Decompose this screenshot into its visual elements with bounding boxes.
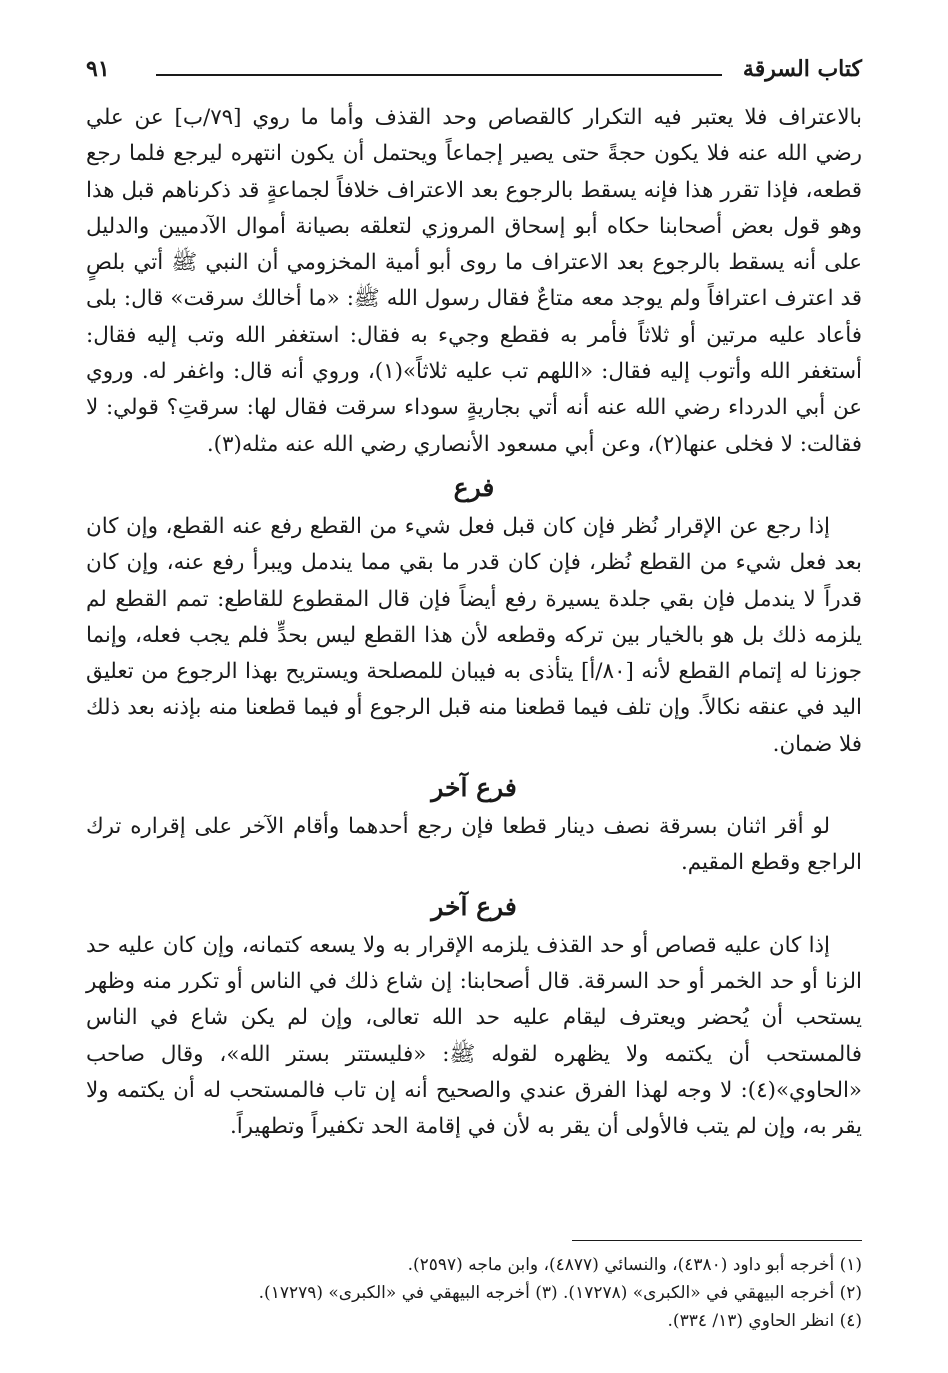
paragraph-1: بالاعتراف فلا يعتبر فيه التكرار كالقصاص وحد القذف وأما ما روي [٧٩/ب] عن علي رضي الله عنه فلا يكون حجةً حتى يصير إجماعاً ويحتمل أن يكون انتهره ليرجع فلما رجع قطعه، فإذا تقرر هذا فإنه يسقط بالرجوع بعد الاعتراف خلافاً لجماعةٍ قد ذكرناهم قبل هذا وهو قول بعض أصحابنا حكاه أبو إسحاق المروزي لتعلقه بصيانة أموال الآدميين والدليل على أنه يسقط بالرجوع بعد الاعتراف ما روى أبو أمية المخزومي أن النبي ﷺ أتي بلصٍ قد اعترف اعترافاً ولم يوجد معه متاعٌ فقال رسول الله ﷺ: «ما أخالك سرقت» قال: بلى فأعاد عليه مرتين أو ثلاثاً فأمر به فقطع وجيء به فقال: استغفر الله وتب إليه فقال: أستغفر الله وأتوب إليه فقال: «اللهم تب عليه ثلاثاً»(١)، وروي أنه قال: واغفر له. وروي عن أبي الدرداء رضي الله عنه أنه أتي بجاريةٍ سوداء سرقت فقال لها: سرقتِ؟ قولي: لا فقالت: لا فخلى عنها(٢)، وعن أبي مسعود الأنصاري رضي الله عنه مثله(٣). <box>86 105 862 457</box>
footnotes <box>86 1240 862 1335</box>
main-text <box>86 100 862 1145</box>
header-rule <box>156 74 722 76</box>
paragraph-4: إذا كان عليه قصاص أو حد القذف يلزمه الإقرار به ولا يسعه كتمانه، وإن كان عليه حد الزنا أو حد الخمر أو حد السرقة. قال أصحابنا: إن شاع ذلك في الناس أو تكرر منه وظهر يستحب أن يُحضر ويعترف ليقام عليه حد الله تعالى، وإن لم يكن شاع في الناس فالمستحب أن يكتمه ولا يظهره لقوله ﷺ: «فليستتر بستر الله»، وقال صاحب «الحاوي»(٤): لا وجه لهذا الفرق عندي والصحيح أنه إن تاب فالمستحب له أن يكتمه ولا يقر به، وإن لم يتب فالأولى أن يقر به لأن في إقامة الحد تكفيراً وتطهيراً. <box>86 932 862 1140</box>
footnote-4: (٤) انظر الحاوي (١٣/ ٣٣٤). <box>667 1311 862 1331</box>
page-number: ٩١ <box>86 56 110 82</box>
footnote-2-3: (٢) أخرجه البيهقي في «الكبرى» (١٧٢٧٨). (٣) أخرجه البيهقي في «الكبرى» (١٧٢٧٩). <box>258 1283 862 1303</box>
paragraph-2: إذا رجع عن الإقرار نُظر فإن كان قبل فعل شيء من القطع رفع عنه القطع، وإن كان بعد فعل شيء من القطع نُظر، فإن كان قدر ما بقي مما يندمل ويبرأ رفع عنه، وإن كان قدراً لا يندمل فإن بقي جلدة يسيرة رفع أيضاً فإن قال المقطوع للقاطع: تمم القطع لم يلزمه ذلك بل هو بالخيار بين تركه وقطعه لأن هذا القطع ليس بحدٍّ فلم يجب فعله، وإنما جوزنا له إتمام القطع لأنه [٨٠/أ] يتأذى به فيبان للمصلحة ويستريح بهذا الرجوع من تعليق اليد في عنقه نكالاً. وإن تلف فيما قطعنا منه قبل الرجوع أو فيما قطعنا منه بإذنه بعد ذلك فلا ضمان. <box>86 513 862 757</box>
running-header <box>86 52 862 92</box>
section-heading-2: فرع آخر <box>431 773 517 803</box>
section-heading-3: فرع آخر <box>431 891 517 921</box>
paragraph-3: لو أقر اثنان بسرقة نصف دينار قطعا فإن رجع أحدهما وأقام الآخر على إقراره ترك الراجع وقطع المقيم. <box>86 814 862 876</box>
footnote-rule <box>572 1240 862 1241</box>
footnote-1: (١) أخرجه أبو داود (٤٣٨٠)، والنسائي (٤٨٧٧)، وابن ماجه (٢٥٩٧). <box>407 1255 862 1275</box>
chapter-title: كتاب السرقة <box>742 56 862 82</box>
section-heading-1: فرع <box>453 472 495 502</box>
